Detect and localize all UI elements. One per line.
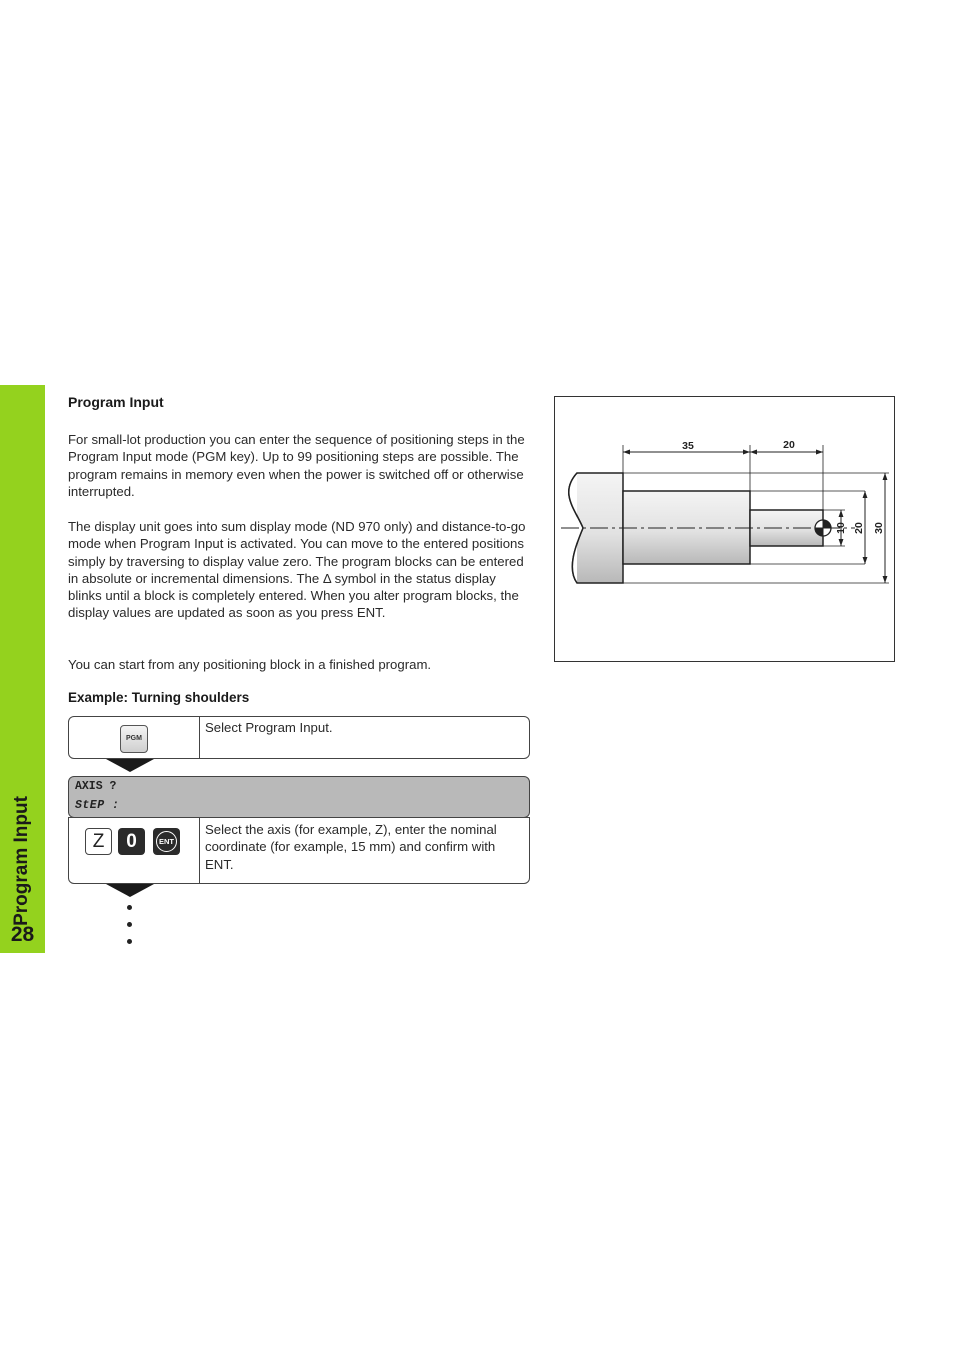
step-description: Select the axis (for example, Z), enter the nominal coordinate (for example, 15 mm) and confirm with ENT.	[205, 822, 497, 872]
paragraph-start: You can start from any positioning block in a finished program.	[68, 657, 432, 672]
dimension-label-10: 10	[835, 522, 847, 534]
z-axis-key[interactable]: Z	[85, 828, 112, 855]
section-title: Program Input	[68, 394, 164, 410]
dimension-label-20-dia: 20	[853, 522, 865, 534]
dimension-label-35: 35	[682, 440, 694, 452]
continuation-dot	[127, 922, 132, 927]
example-title: Example: Turning shoulders	[68, 690, 250, 705]
lcd-display	[68, 776, 530, 818]
lcd-line-2: StEP :	[75, 799, 120, 812]
down-arrow-icon	[106, 759, 154, 772]
down-arrow-icon	[106, 884, 154, 897]
datum-symbol-icon	[815, 520, 831, 536]
continuation-dot	[127, 939, 132, 944]
ent-key-label: ENT	[156, 831, 177, 852]
zero-key[interactable]: 0	[118, 828, 145, 855]
step-keys-cell	[69, 717, 200, 758]
step-description: Select Program Input.	[205, 720, 333, 735]
side-tab	[0, 385, 45, 953]
turned-part-drawing	[555, 397, 896, 663]
lcd-line-1: AXIS ?	[75, 780, 117, 793]
pgm-key[interactable]: PGM	[120, 725, 148, 753]
page-number: 28	[10, 923, 35, 946]
step-enter-coordinate	[68, 817, 530, 884]
step-keys-cell	[69, 818, 200, 883]
technical-drawing	[554, 396, 895, 662]
dimension-label-30: 30	[873, 522, 885, 534]
paragraph-intro: For small-lot production you can enter the sequence of positioning steps in the Program Input mode (PGM key). Up to 99 positioning steps are possible. The program remains in memory even when the power is switched off or otherwise interrupted.	[68, 432, 525, 499]
step-select-program	[68, 716, 530, 759]
continuation-dot	[127, 905, 132, 910]
dimension-label-20: 20	[783, 439, 795, 451]
paragraph-modes: The display unit goes into sum display mode (ND 970 only) and distance-to-go mode when Program Input is activated. You can move to the entered positions simply by traversing to display value zero. The program blocks can be entered in absolute or incremental dimensions. The Δ symbol in the status display blinks until a block is completely entered. When you alter program blocks, the display values are updated as soon as you press ENT.	[68, 519, 526, 621]
ent-key[interactable]	[153, 828, 180, 855]
side-tab-title: Program Input	[11, 796, 32, 926]
